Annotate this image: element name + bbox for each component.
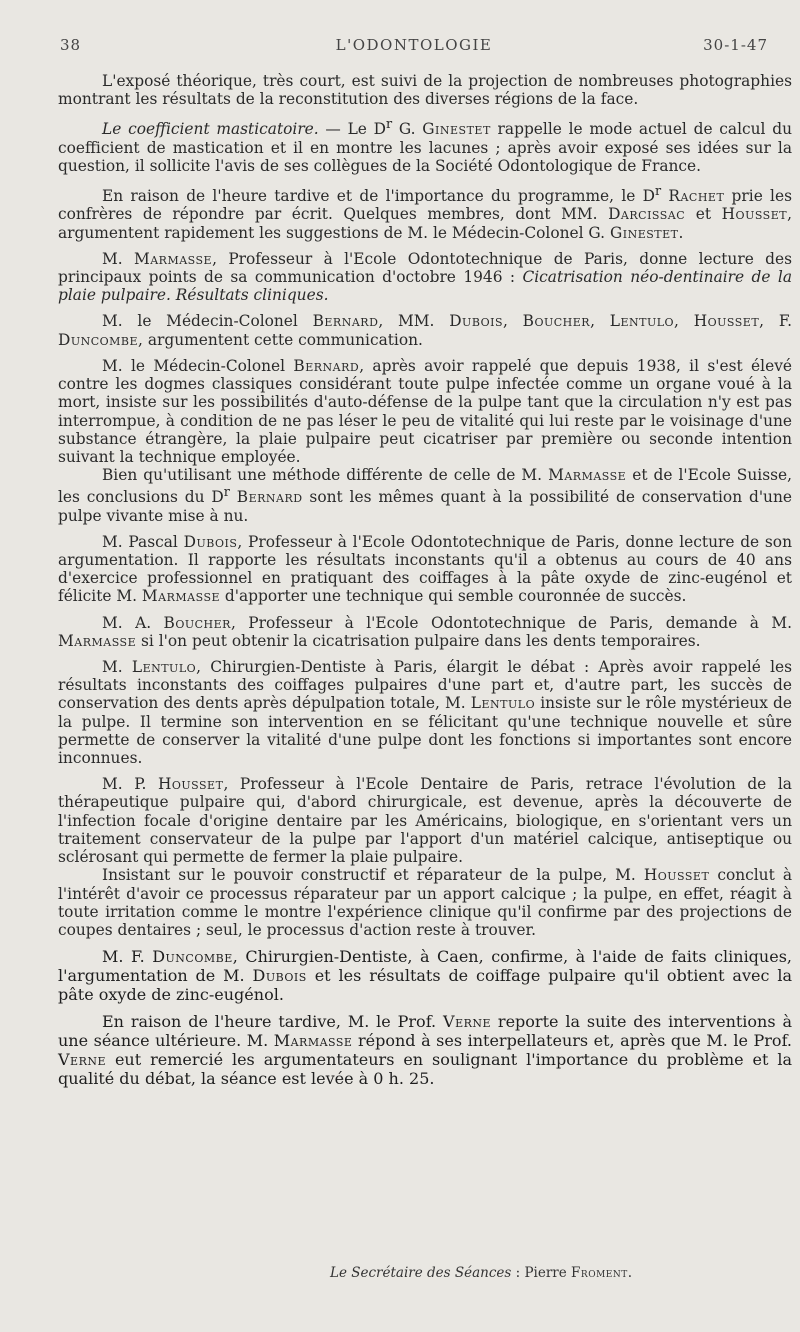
paragraph: Bien qu'utilisant une méthode différente de celle de M. Marmasse et de l'Ecole Suisse, les conclusions du $D^r$ Bernard sont les mêmes quant à la possibilité de conservation d'une pulpe vivante mise à nu.	[58, 466, 792, 525]
paragraph: M. F. Duncombe, Chirurgien-Dentiste, à Caen, confirme, à l'aide de faits cliniques, l'argumentation de M. Dubois et les résultats de coiffage pulpaire qu'il obtient avec la pâte oxyde de zinc-eugénol.	[58, 947, 792, 1005]
paragraph: M. Marmasse, Professeur à l'Ecole Odontotechnique de Paris, donne lecture des principaux points de sa communication d'octobre 1946 : Cicatrisation néo-dentinaire de la plaie pulpaire. Résultats cliniques.	[58, 249, 793, 305]
article-body	[58, 72, 792, 1096]
page-header	[60, 36, 768, 56]
paragraph: M. le Médecin-Colonel Bernard, MM. Dubois, Boucher, Lentulo, Housset, F. Duncombe, argumentent cette communication.	[58, 312, 792, 349]
paragraph: M. Pascal Dubois, Professeur à l'Ecole Odontotechnique de Paris, donne lecture de son argumentation. Il rapporte les résultats inconstants qu'il a obtenus au cours de 40 ans d'exercice professionnel en pratiquant des coiffages à la pâte oxyde de zinc-eugénol et félicite M. Marmasse d'apporter une technique qui semble couronnée de succès.	[58, 532, 792, 606]
signature-role: Le Secrétaire des Séances	[330, 1265, 512, 1281]
paragraph: Le coefficient masticatoire. — Le $D^r$ G. Ginestet rappelle le mode actuel de calcul du coefficient de mastication et il en montre les lacunes ; après avoir exposé ses idées sur la question, il sollicite l'avis de ses collègues de la Société Odontologique de France.	[58, 117, 792, 175]
paragraph: M. P. Housset, Professeur à l'Ecole Dentaire de Paris, retrace l'évolution de la thérapeutique pulpaire qui, d'abord chirurgicale, est devenue, après la découverte de l'infection focale d'origine dentaire par les Américains, biologique, en s'orientant vers un traitement conservateur de la pulpe par l'apport d'un matériel calcique, antiseptique ou sclérosant qui permette de fermer la plaie pulpaire.	[58, 775, 792, 867]
page-number: 38	[60, 36, 82, 54]
paragraph: En raison de l'heure tardive et de l'importance du programme, le $D^r$ Rachet prie les confrères de répondre par écrit. Quelques membres, dont MM. Darcissac et Housset, argumentent rapidement les suggestions de M. le Médecin-Colonel G. Ginestet.	[58, 184, 792, 242]
paragraph: M. Lentulo, Chirurgien-Dentiste à Paris, élargit le débat : Après avoir rappelé les résultats inconstants des coiffages pulpaires d'une part et, d'autre part, les succès de conservation des dents après dépulpation totale, M. Lentulo insiste sur le rôle mystérieux de la pulpe. Il termine son intervention en se félicitant qu'une technique nouvelle et sûre permette de conserver la vitalité d'une pulpe dont les fonctions si importantes sont encore inconnues.	[58, 658, 792, 768]
paragraph: M. A. Boucher, Professeur à l'Ecole Odontotechnique de Paris, demande à M. Marmasse si l'on peut obtenir la cicatrisation pulpaire dans les dents temporaires.	[58, 613, 792, 650]
paragraph: En raison de l'heure tardive, M. le Prof. Verne reporte la suite des interventions à une séance ultérieure. M. Marmasse répond à ses interpellateurs et, après que M. le Prof. Verne eut remercié les argumentateurs en soulignant l'importance du problème et la qualité du débat, la séance est levée à 0 h. 25.	[58, 1012, 793, 1089]
signature-name: Froment	[571, 1265, 628, 1281]
issue-date: 30-1-47	[703, 36, 768, 54]
section-title: Le coefficient masticatoire.	[102, 120, 319, 139]
signature-line: Le Secrétaire des Séances : Pierre Froment.	[330, 1265, 633, 1281]
journal-title: L'ODONTOLOGIE	[335, 36, 493, 54]
paragraph: M. le Médecin-Colonel Bernard, après avoir rappelé que depuis 1938, il s'est élevé contre les dogmes classiques considérant toute pulpe infectée comme un organe voué à la mort, insiste sur les possibilités d'auto-défense de la pulpe tant que la circulation n'y est pas interrompue, à condition de ne pas léser le peu de vitalité qui lui reste par le voisinage d'une substance étrangère, la plaie pulpaire peut cicatriser par première ou seconde intention suivant la technique employée.	[58, 356, 792, 466]
communication-title: Cicatrisation néo-dentinaire de la plaie pulpaire. Résultats cliniques.	[58, 268, 793, 305]
paragraph: L'exposé théorique, très court, est suivi de la projection de nombreuses photographies montrant les résultats de la reconstitution des diverses régions de la face.	[58, 72, 792, 109]
paragraph: Insistant sur le pouvoir constructif et réparateur de la pulpe, M. Housset conclut à l'intérêt d'avoir ce processus réparateur par un apport calcique ; la pulpe, en effet, réagit à toute irritation comme le montre l'expérience clinique qu'il confirme par des projections de coupes dentaires ; seul, le processus d'action reste à trouver.	[58, 866, 792, 939]
